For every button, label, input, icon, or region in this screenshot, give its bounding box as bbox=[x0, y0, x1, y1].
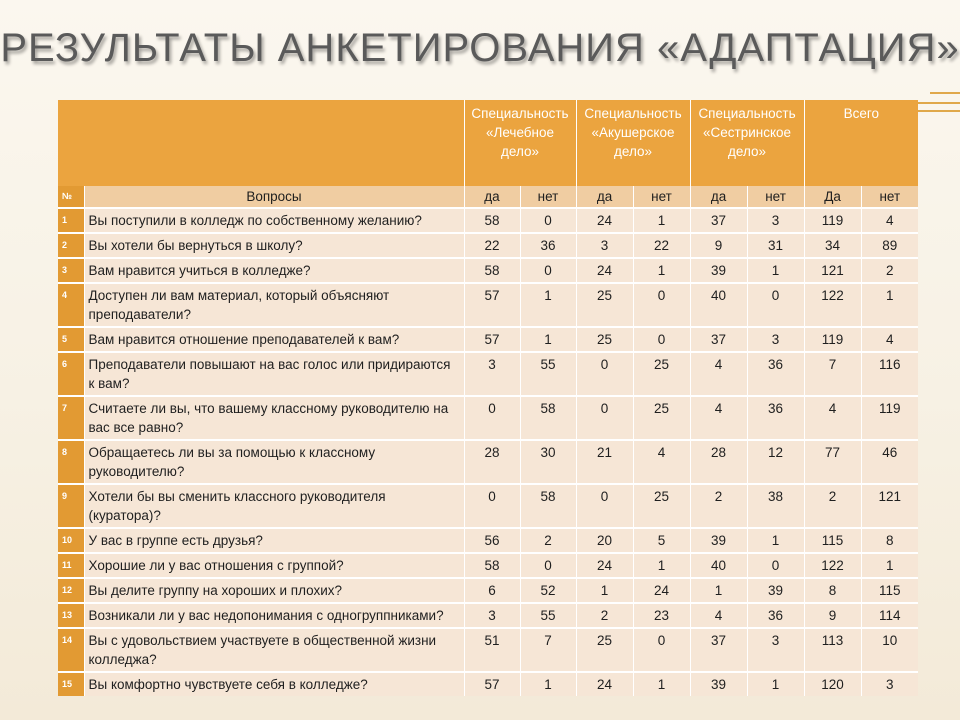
header-group-akusherskoe: Специальность «Акушерское дело» bbox=[576, 100, 690, 186]
row-value: 0 bbox=[520, 208, 576, 233]
row-value: 0 bbox=[576, 352, 633, 396]
row-value: 3 bbox=[747, 208, 804, 233]
row-value: 1 bbox=[633, 258, 690, 283]
header-group-total: Всего bbox=[804, 100, 918, 186]
row-value: 51 bbox=[464, 628, 520, 672]
row-question: Доступен ли вам материал, который объясняют преподаватели? bbox=[84, 283, 464, 327]
row-value: 4 bbox=[633, 440, 690, 484]
row-value: 0 bbox=[633, 283, 690, 327]
row-value: 7 bbox=[520, 628, 576, 672]
row-number: 3 bbox=[58, 258, 84, 283]
row-value: 4 bbox=[804, 396, 861, 440]
row-value: 89 bbox=[861, 233, 918, 258]
row-number: 4 bbox=[58, 283, 84, 327]
row-value: 58 bbox=[520, 396, 576, 440]
subheader-col: нет bbox=[633, 186, 690, 208]
row-question: Вы с удовольствием участвуете в общественной жизни колледжа? bbox=[84, 628, 464, 672]
row-number: 6 bbox=[58, 352, 84, 396]
row-number: 13 bbox=[58, 603, 84, 628]
header-blank-cell bbox=[58, 100, 464, 186]
row-value: 115 bbox=[861, 578, 918, 603]
row-value: 46 bbox=[861, 440, 918, 484]
row-value: 9 bbox=[804, 603, 861, 628]
row-value: 5 bbox=[633, 528, 690, 553]
row-value: 58 bbox=[464, 553, 520, 578]
row-value: 24 bbox=[576, 672, 633, 696]
row-value: 2 bbox=[804, 484, 861, 528]
subheader-number: № bbox=[58, 186, 84, 208]
row-value: 30 bbox=[520, 440, 576, 484]
row-value: 4 bbox=[861, 208, 918, 233]
row-value: 119 bbox=[804, 208, 861, 233]
row-question: Вы комфортно чувствуете себя в колледже? bbox=[84, 672, 464, 696]
row-value: 22 bbox=[464, 233, 520, 258]
table-row bbox=[58, 396, 918, 440]
row-value: 24 bbox=[633, 578, 690, 603]
row-value: 122 bbox=[804, 553, 861, 578]
row-value: 2 bbox=[576, 603, 633, 628]
row-value: 40 bbox=[690, 553, 747, 578]
table-row bbox=[58, 233, 918, 258]
row-value: 1 bbox=[633, 672, 690, 696]
row-number: 15 bbox=[58, 672, 84, 696]
subheader-col: нет bbox=[520, 186, 576, 208]
table-row bbox=[58, 603, 918, 628]
row-number: 5 bbox=[58, 327, 84, 352]
row-value: 3 bbox=[576, 233, 633, 258]
row-question: Вы поступили в колледж по собственному желанию? bbox=[84, 208, 464, 233]
row-value: 1 bbox=[747, 672, 804, 696]
row-value: 36 bbox=[747, 603, 804, 628]
subheader-col: нет bbox=[747, 186, 804, 208]
row-value: 0 bbox=[633, 628, 690, 672]
row-value: 25 bbox=[633, 396, 690, 440]
row-value: 120 bbox=[804, 672, 861, 696]
row-value: 1 bbox=[690, 578, 747, 603]
row-value: 2 bbox=[861, 258, 918, 283]
row-value: 121 bbox=[804, 258, 861, 283]
row-value: 20 bbox=[576, 528, 633, 553]
row-value: 24 bbox=[576, 208, 633, 233]
row-value: 25 bbox=[576, 283, 633, 327]
row-value: 55 bbox=[520, 352, 576, 396]
row-value: 1 bbox=[633, 208, 690, 233]
row-value: 57 bbox=[464, 672, 520, 696]
row-number: 7 bbox=[58, 396, 84, 440]
row-value: 9 bbox=[690, 233, 747, 258]
row-question: Вы делите группу на хороших и плохих? bbox=[84, 578, 464, 603]
row-value: 1 bbox=[520, 327, 576, 352]
row-question: Возникали ли у вас недопонимания с одногруппниками? bbox=[84, 603, 464, 628]
row-value: 1 bbox=[576, 578, 633, 603]
row-value: 36 bbox=[747, 352, 804, 396]
row-value: 39 bbox=[690, 672, 747, 696]
row-value: 1 bbox=[747, 258, 804, 283]
row-value: 10 bbox=[861, 628, 918, 672]
row-value: 3 bbox=[464, 603, 520, 628]
row-value: 4 bbox=[861, 327, 918, 352]
row-question: Обращаетесь ли вы за помощью к классному руководителю? bbox=[84, 440, 464, 484]
row-value: 121 bbox=[861, 484, 918, 528]
row-value: 3 bbox=[747, 628, 804, 672]
row-value: 28 bbox=[690, 440, 747, 484]
row-value: 37 bbox=[690, 208, 747, 233]
table-row bbox=[58, 208, 918, 233]
row-number: 11 bbox=[58, 553, 84, 578]
row-value: 0 bbox=[576, 396, 633, 440]
row-value: 3 bbox=[747, 327, 804, 352]
row-question: У вас в группе есть друзья? bbox=[84, 528, 464, 553]
header-group-sestrinskoe: Специальность «Сестринское дело» bbox=[690, 100, 804, 186]
table-row bbox=[58, 327, 918, 352]
row-question: Хорошие ли у вас отношения с группой? bbox=[84, 553, 464, 578]
row-value: 1 bbox=[520, 283, 576, 327]
row-value: 28 bbox=[464, 440, 520, 484]
row-value: 2 bbox=[520, 528, 576, 553]
row-value: 36 bbox=[520, 233, 576, 258]
row-question: Вам нравится отношение преподавателей к вам? bbox=[84, 327, 464, 352]
row-value: 24 bbox=[576, 553, 633, 578]
row-value: 55 bbox=[520, 603, 576, 628]
row-value: 23 bbox=[633, 603, 690, 628]
row-number: 8 bbox=[58, 440, 84, 484]
row-value: 4 bbox=[690, 603, 747, 628]
row-value: 4 bbox=[690, 352, 747, 396]
row-value: 52 bbox=[520, 578, 576, 603]
row-value: 39 bbox=[747, 578, 804, 603]
row-value: 0 bbox=[633, 327, 690, 352]
row-value: 0 bbox=[576, 484, 633, 528]
subheader-questions: Вопросы bbox=[84, 186, 464, 208]
row-value: 1 bbox=[633, 553, 690, 578]
row-value: 119 bbox=[804, 327, 861, 352]
row-value: 31 bbox=[747, 233, 804, 258]
table-row bbox=[58, 484, 918, 528]
row-value: 77 bbox=[804, 440, 861, 484]
row-value: 25 bbox=[576, 628, 633, 672]
row-value: 58 bbox=[520, 484, 576, 528]
table-row bbox=[58, 672, 918, 696]
row-value: 4 bbox=[690, 396, 747, 440]
row-value: 8 bbox=[804, 578, 861, 603]
table-row bbox=[58, 628, 918, 672]
row-value: 12 bbox=[747, 440, 804, 484]
row-value: 113 bbox=[804, 628, 861, 672]
row-question: Вам нравится учиться в колледже? bbox=[84, 258, 464, 283]
row-number: 2 bbox=[58, 233, 84, 258]
subheader-col: да bbox=[690, 186, 747, 208]
survey-table bbox=[58, 100, 918, 696]
row-value: 0 bbox=[464, 484, 520, 528]
row-value: 6 bbox=[464, 578, 520, 603]
row-number: 14 bbox=[58, 628, 84, 672]
row-value: 0 bbox=[464, 396, 520, 440]
row-value: 25 bbox=[633, 352, 690, 396]
row-value: 3 bbox=[464, 352, 520, 396]
row-value: 0 bbox=[747, 283, 804, 327]
row-value: 58 bbox=[464, 208, 520, 233]
table-row bbox=[58, 528, 918, 553]
subheader-col: да bbox=[464, 186, 520, 208]
table-header-row bbox=[58, 100, 918, 186]
row-value: 37 bbox=[690, 327, 747, 352]
table-row bbox=[58, 283, 918, 327]
row-value: 57 bbox=[464, 327, 520, 352]
row-value: 1 bbox=[861, 283, 918, 327]
row-value: 114 bbox=[861, 603, 918, 628]
subheader-col: Да bbox=[804, 186, 861, 208]
header-group-lechebnoe: Специальность «Лечебное дело» bbox=[464, 100, 576, 186]
row-value: 25 bbox=[576, 327, 633, 352]
row-question: Вы хотели бы вернуться в школу? bbox=[84, 233, 464, 258]
row-number: 12 bbox=[58, 578, 84, 603]
row-value: 40 bbox=[690, 283, 747, 327]
row-question: Считаете ли вы, что вашему классному руководителю на вас все равно? bbox=[84, 396, 464, 440]
row-value: 0 bbox=[520, 258, 576, 283]
row-value: 22 bbox=[633, 233, 690, 258]
table-row bbox=[58, 440, 918, 484]
row-value: 58 bbox=[464, 258, 520, 283]
row-number: 9 bbox=[58, 484, 84, 528]
row-number: 1 bbox=[58, 208, 84, 233]
row-value: 8 bbox=[861, 528, 918, 553]
table-row bbox=[58, 578, 918, 603]
row-value: 57 bbox=[464, 283, 520, 327]
row-value: 39 bbox=[690, 258, 747, 283]
row-value: 21 bbox=[576, 440, 633, 484]
row-value: 116 bbox=[861, 352, 918, 396]
subheader-col: да bbox=[576, 186, 633, 208]
page-title: РЕЗУЛЬТАТЫ АНКЕТИРОВАНИЯ «АДАПТАЦИЯ» bbox=[0, 26, 960, 70]
row-value: 34 bbox=[804, 233, 861, 258]
row-value: 1 bbox=[520, 672, 576, 696]
row-value: 37 bbox=[690, 628, 747, 672]
row-value: 7 bbox=[804, 352, 861, 396]
row-value: 38 bbox=[747, 484, 804, 528]
row-question: Преподаватели повышают на вас голос или придираются к вам? bbox=[84, 352, 464, 396]
row-value: 2 bbox=[690, 484, 747, 528]
row-value: 25 bbox=[633, 484, 690, 528]
row-value: 122 bbox=[804, 283, 861, 327]
row-value: 24 bbox=[576, 258, 633, 283]
row-number: 10 bbox=[58, 528, 84, 553]
row-value: 36 bbox=[747, 396, 804, 440]
row-value: 39 bbox=[690, 528, 747, 553]
row-question: Хотели бы вы сменить классного руководителя (куратора)? bbox=[84, 484, 464, 528]
row-value: 0 bbox=[747, 553, 804, 578]
row-value: 119 bbox=[861, 396, 918, 440]
table-row bbox=[58, 352, 918, 396]
row-value: 1 bbox=[747, 528, 804, 553]
survey-table-wrapper bbox=[58, 100, 918, 696]
subheader-col: нет bbox=[861, 186, 918, 208]
row-value: 56 bbox=[464, 528, 520, 553]
row-value: 115 bbox=[804, 528, 861, 553]
row-value: 0 bbox=[520, 553, 576, 578]
table-row bbox=[58, 258, 918, 283]
row-value: 3 bbox=[861, 672, 918, 696]
table-row bbox=[58, 553, 918, 578]
table-subheader-row bbox=[58, 186, 918, 208]
row-value: 1 bbox=[861, 553, 918, 578]
